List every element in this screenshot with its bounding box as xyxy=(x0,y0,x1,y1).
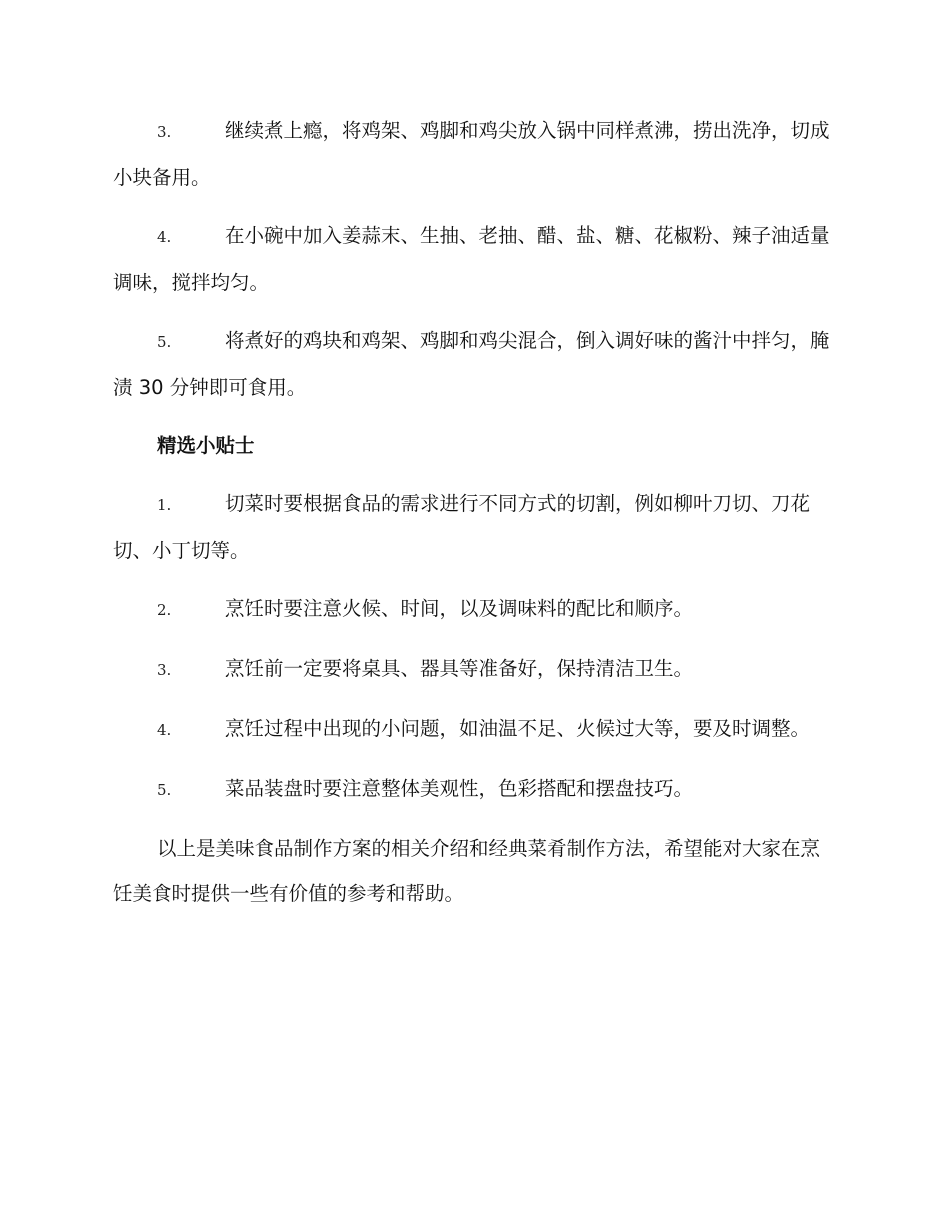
step-text: 在小碗中加入姜蒜末、生抽、老抽、醋、盐、糖、花椒粉、辣子油适量调味，搅拌均匀。 xyxy=(113,224,830,294)
step-number: 3. xyxy=(157,123,172,141)
tips-list xyxy=(113,481,835,813)
tip-item xyxy=(113,481,835,573)
step-item xyxy=(113,318,835,410)
tip-text: 烹饪过程中出现的小问题，如油温不足、火候过大等，要及时调整。 xyxy=(225,717,811,740)
recipe-steps xyxy=(113,108,835,410)
step-item xyxy=(113,213,835,305)
tip-item xyxy=(113,766,835,813)
tip-text: 切菜时要根据食品的需求进行不同方式的切割，例如柳叶刀切、刀花切、小丁切等。 xyxy=(113,492,811,562)
document-content xyxy=(113,108,835,929)
tip-number: 4. xyxy=(157,721,172,739)
tip-number: 2. xyxy=(157,601,172,619)
step-item xyxy=(113,108,835,200)
step-number: 4. xyxy=(157,228,172,246)
conclusion-paragraph: 以上是美味食品制作方案的相关介绍和经典菜肴制作方法，希望能对大家在烹饪美食时提供一些有价值的参考和帮助。 xyxy=(113,837,821,905)
tip-text: 烹饪时要注意火候、时间，以及调味料的配比和顺序。 xyxy=(225,597,694,620)
tip-number: 1. xyxy=(157,496,172,514)
tip-text: 烹饪前一定要将桌具、器具等准备好，保持清洁卫生。 xyxy=(225,657,694,680)
tip-item xyxy=(113,646,835,693)
step-text: 将煮好的鸡块和鸡架、鸡脚和鸡尖混合，倒入调好味的酱汁中拌匀，腌渍 30 分钟即可食用。 xyxy=(113,329,830,399)
tip-text: 菜品装盘时要注意整体美观性，色彩搭配和摆盘技巧。 xyxy=(225,777,694,800)
step-text: 继续煮上瘾，将鸡架、鸡脚和鸡尖放入锅中同样煮沸，捞出洗净，切成小块备用。 xyxy=(113,119,830,189)
tip-number: 5. xyxy=(157,781,172,799)
tips-heading: 精选小贴士 xyxy=(157,434,255,457)
step-number: 5. xyxy=(157,333,172,351)
tip-item xyxy=(113,706,835,753)
tip-number: 3. xyxy=(157,661,172,679)
tip-item xyxy=(113,586,835,633)
